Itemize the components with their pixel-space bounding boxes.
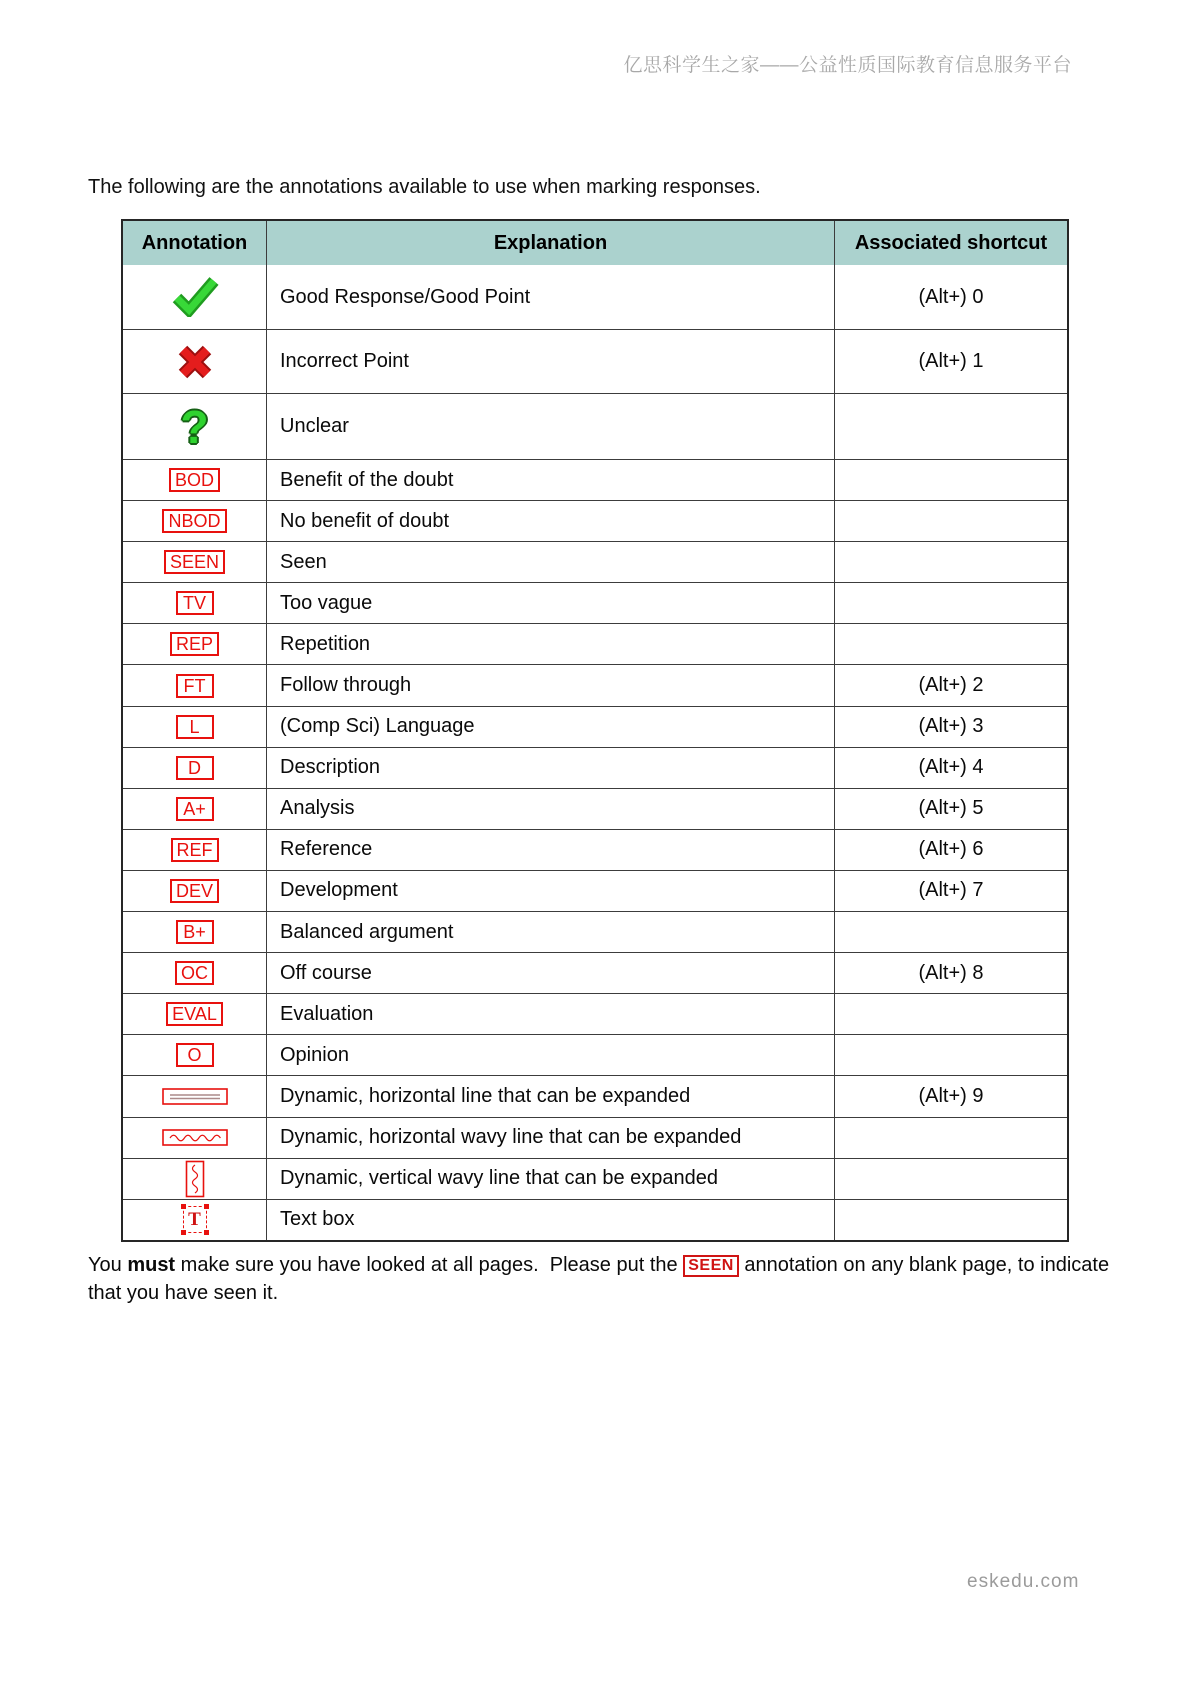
ft-annotation-icon (176, 674, 214, 698)
good-point-check-icon (171, 277, 219, 317)
nbod-annotation-icon (162, 509, 226, 533)
annotation-cell (123, 994, 267, 1034)
annotation-cell (123, 830, 267, 870)
shortcut-cell (835, 460, 1067, 500)
seen-annotation-icon: SEEN (164, 550, 225, 574)
shortcut-cell (835, 789, 1067, 829)
oc-annotation-icon: OC (175, 961, 214, 985)
table-body (123, 265, 1067, 1240)
text-box-icon (183, 1206, 207, 1233)
shortcut-text: (Alt+) 8 (918, 961, 984, 984)
shortcut-cell (835, 912, 1067, 952)
a-plus-annotation-icon: A+ (176, 797, 214, 821)
a-plus-annotation-icon (176, 797, 214, 821)
explanation-text: Off course (280, 961, 372, 984)
table-row (123, 706, 1067, 747)
shortcut-text: (Alt+) 7 (918, 879, 984, 902)
intro-text: The following are the annotations available to use when marking responses. (88, 176, 761, 198)
annotation-cell (123, 501, 267, 541)
table-row (123, 1075, 1067, 1116)
annotation-cell (123, 789, 267, 829)
site-watermark-footer: eskedu.com (967, 1571, 1080, 1592)
shortcut-cell (835, 665, 1067, 705)
seen-annotation-icon (164, 550, 225, 574)
explanation-cell (267, 994, 835, 1034)
header-annotation (123, 221, 267, 265)
table-row (123, 265, 1067, 329)
incorrect-point-cross-icon (176, 343, 214, 381)
table-row (123, 788, 1067, 829)
table-row (123, 664, 1067, 705)
annotation-cell (123, 624, 267, 664)
explanation-text: Dynamic, horizontal line that can be expanded (280, 1084, 691, 1107)
nbod-annotation-icon: NBOD (162, 509, 226, 533)
table-row (123, 829, 1067, 870)
annotation-cell (123, 871, 267, 911)
explanation-text: Good Response/Good Point (280, 285, 531, 308)
explanation-text: No benefit of doubt (280, 509, 450, 532)
horizontal-line-icon (162, 1088, 228, 1105)
ref-annotation-icon: REF (171, 838, 219, 862)
explanation-cell (267, 1076, 835, 1116)
table-row (123, 623, 1067, 664)
table-row (123, 747, 1067, 788)
shortcut-cell (835, 994, 1067, 1034)
explanation-cell (267, 1035, 835, 1075)
explanation-cell (267, 265, 835, 329)
annotation-cell (123, 707, 267, 747)
explanation-cell (267, 330, 835, 393)
explanation-text: Opinion (280, 1043, 349, 1066)
shortcut-text: (Alt+) 1 (918, 350, 984, 372)
explanation-text: Evaluation (280, 1002, 374, 1025)
annotation-cell (123, 265, 267, 329)
explanation-cell (267, 1118, 835, 1158)
header-shortcut-label: Associated shortcut (854, 231, 1048, 254)
explanation-text: (Comp Sci) Language (280, 715, 475, 738)
explanation-cell (267, 624, 835, 664)
explanation-cell (267, 1159, 835, 1199)
shortcut-text: (Alt+) 5 (918, 797, 984, 820)
shortcut-cell (835, 624, 1067, 664)
explanation-cell (267, 830, 835, 870)
explanation-text: Unclear (280, 415, 349, 437)
table-row (123, 500, 1067, 541)
explanation-text: Description (280, 756, 381, 779)
annotation-cell (123, 542, 267, 582)
table-row (123, 1158, 1067, 1199)
site-watermark-header: 亿思科学生之家——公益性质国际教育信息服务平台 (623, 55, 1072, 76)
table-row (123, 1199, 1067, 1240)
unclear-question-icon (180, 398, 208, 456)
seen-inline-badge-icon: SEEN (683, 1255, 739, 1277)
b-plus-annotation-icon (176, 920, 214, 944)
d-annotation-icon (176, 756, 214, 780)
unclear-question-icon: ? (180, 400, 209, 453)
table-row (123, 582, 1067, 623)
rep-annotation-icon (170, 632, 219, 656)
explanation-text: Follow through (280, 674, 412, 697)
bod-annotation-icon: BOD (169, 468, 220, 492)
explanation-cell (267, 394, 835, 459)
explanation-cell (267, 460, 835, 500)
ref-annotation-icon (171, 838, 219, 862)
explanation-text: Text box (280, 1208, 355, 1231)
explanation-text: Seen (280, 550, 327, 573)
explanation-cell (267, 748, 835, 788)
dev-annotation-icon (170, 879, 219, 903)
annotation-cell (123, 748, 267, 788)
annotation-cell (123, 912, 267, 952)
shortcut-cell (835, 330, 1067, 393)
explanation-cell (267, 871, 835, 911)
annotation-cell (123, 583, 267, 623)
explanation-text: Dynamic, vertical wavy line that can be expanded (280, 1167, 719, 1190)
table-header-row (123, 221, 1067, 265)
header-annotation-label: Annotation (141, 231, 248, 254)
shortcut-cell (835, 394, 1067, 459)
shortcut-cell (835, 265, 1067, 329)
text-box-icon (183, 1206, 207, 1233)
eval-annotation-icon: EVAL (166, 1002, 223, 1026)
vertical-wavy-line-icon (185, 1160, 205, 1198)
shortcut-text: (Alt+) 6 (918, 838, 984, 861)
shortcut-cell (835, 707, 1067, 747)
explanation-cell (267, 953, 835, 993)
bod-annotation-icon (169, 468, 220, 492)
shortcut-cell (835, 953, 1067, 993)
selection-handle (181, 1204, 186, 1209)
explanation-cell (267, 583, 835, 623)
header-explanation (267, 221, 835, 265)
explanation-text: Development (280, 879, 398, 902)
shortcut-text: (Alt+) 2 (918, 674, 984, 697)
annotation-cell (123, 1076, 267, 1116)
explanation-cell (267, 789, 835, 829)
explanation-text: Reference (280, 838, 373, 861)
note-bold-must: must (127, 1254, 176, 1276)
explanation-text: Dynamic, horizontal wavy line that can be expanded (280, 1126, 742, 1149)
explanation-text: Incorrect Point (280, 350, 409, 372)
selection-handle (204, 1204, 209, 1209)
explanation-cell (267, 665, 835, 705)
rep-annotation-icon: REP (170, 632, 219, 656)
shortcut-cell (835, 1159, 1067, 1199)
tv-annotation-icon: TV (176, 591, 214, 615)
table-row (123, 1117, 1067, 1158)
l-annotation-icon (176, 715, 214, 739)
text-box-t-glyph: T (188, 1209, 201, 1231)
header-explanation-label: Explanation (493, 231, 608, 254)
horizontal-wavy-line-icon (162, 1129, 228, 1146)
explanation-cell (267, 542, 835, 582)
annotation-cell (123, 665, 267, 705)
o-annotation-icon (176, 1043, 214, 1067)
shortcut-cell (835, 583, 1067, 623)
explanation-text: Balanced argument (280, 920, 454, 943)
explanation-text: Analysis (280, 797, 355, 820)
annotation-cell (123, 1159, 267, 1199)
shortcut-cell (835, 1200, 1067, 1240)
eval-annotation-icon (166, 1002, 223, 1026)
annotations-table (121, 219, 1069, 1242)
shortcut-cell (835, 1118, 1067, 1158)
table-row (123, 1034, 1067, 1075)
d-annotation-icon: D (176, 756, 214, 780)
shortcut-cell (835, 830, 1067, 870)
header-shortcut (835, 221, 1067, 265)
tv-annotation-icon (176, 591, 214, 615)
seen-instruction-note (88, 1251, 1134, 1307)
table-row (123, 459, 1067, 500)
table-row (123, 952, 1067, 993)
shortcut-text: (Alt+) 3 (918, 715, 984, 738)
shortcut-cell (835, 1035, 1067, 1075)
explanation-text: Repetition (280, 632, 371, 655)
explanation-cell (267, 501, 835, 541)
ft-annotation-icon: FT (176, 674, 214, 698)
selection-handle (204, 1230, 209, 1235)
annotation-cell (123, 460, 267, 500)
note-part2: make sure you have looked at all pages. Please put the (175, 1254, 684, 1276)
table-row (123, 329, 1067, 393)
annotation-cell (123, 1118, 267, 1158)
table-row (123, 393, 1067, 459)
annotation-cell (123, 1035, 267, 1075)
table-row (123, 870, 1067, 911)
table-row (123, 541, 1067, 582)
shortcut-text: (Alt+) 9 (918, 1084, 984, 1107)
dev-annotation-icon: DEV (170, 879, 219, 903)
b-plus-annotation-icon: B+ (176, 920, 214, 944)
l-annotation-icon: L (176, 715, 214, 739)
shortcut-text: (Alt+) 0 (918, 285, 984, 308)
shortcut-cell (835, 748, 1067, 788)
table-row (123, 993, 1067, 1034)
annotation-cell (123, 953, 267, 993)
explanation-cell (267, 912, 835, 952)
shortcut-text: (Alt+) 4 (918, 756, 984, 779)
explanation-cell (267, 1200, 835, 1240)
note-part1: You (88, 1254, 128, 1276)
annotation-cell (123, 330, 267, 393)
shortcut-cell (835, 542, 1067, 582)
explanation-text: Too vague (280, 591, 373, 614)
shortcut-cell (835, 501, 1067, 541)
annotation-cell (123, 394, 267, 459)
selection-handle (181, 1230, 186, 1235)
annotation-cell (123, 1200, 267, 1240)
oc-annotation-icon (175, 961, 214, 985)
explanation-text: Benefit of the doubt (280, 468, 454, 491)
table-row (123, 911, 1067, 952)
note-part3: annotation on any blank page, to indicate that you have seen it. (88, 1254, 1115, 1304)
shortcut-cell (835, 871, 1067, 911)
explanation-cell (267, 707, 835, 747)
o-annotation-icon: O (176, 1043, 214, 1067)
shortcut-cell (835, 1076, 1067, 1116)
